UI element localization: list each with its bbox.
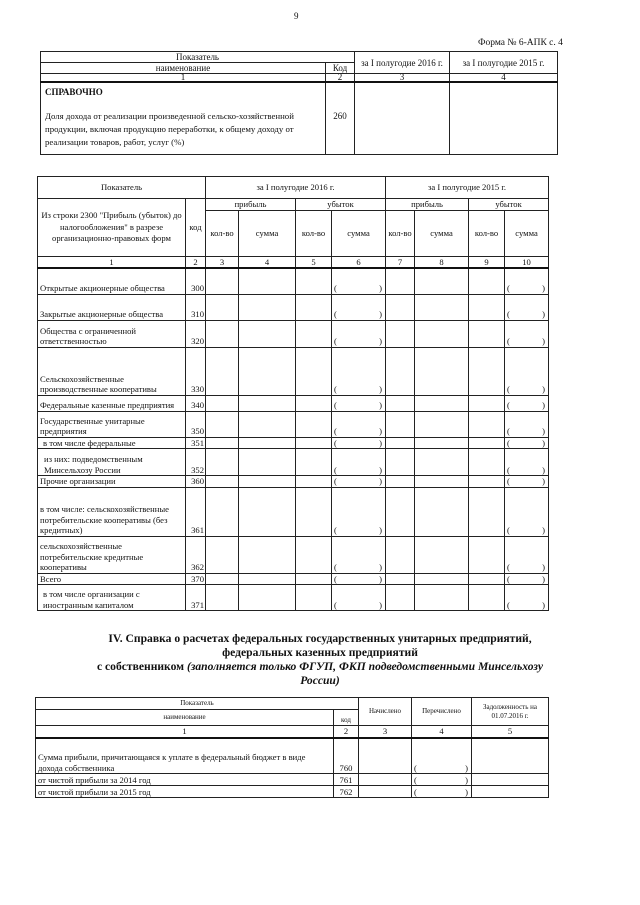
transferred-cell[interactable] [412,738,472,774]
sum-cell[interactable] [415,476,469,488]
indicator-header: Показатель [38,177,206,199]
row-code: 351 [186,437,206,449]
row-code: 300 [186,268,206,294]
row-header: Из строки 2300 "Прибыль (убыток) до налогообложения" в разрезе организационно-правовых форм [38,199,186,257]
table-row [38,320,549,347]
table-row [38,585,549,611]
debt-cell[interactable] [472,774,549,786]
qty-cell[interactable] [469,573,505,585]
transferred-header: Перечислено [412,698,472,726]
sum-cell[interactable] [415,294,469,320]
qty-cell[interactable] [386,437,415,449]
paren-open: ( [334,476,337,486]
qty-cell[interactable] [206,294,239,320]
row-code: 362 [186,536,206,573]
table-row [38,268,549,294]
sum-cell[interactable] [332,536,386,573]
row-code: 370 [186,573,206,585]
row-code: 762 [334,786,359,798]
col-num: 4 [239,256,296,268]
section4-title-line1: IV. Справка о расчетах федеральных государственных унитарных предприятий, [108,632,532,645]
row-code: 350 [186,411,206,437]
qty-cell[interactable] [469,268,505,294]
qty-cell[interactable] [469,320,505,347]
row-code: 760 [334,738,359,774]
debt-cell[interactable] [472,786,549,798]
profit-2015-header: прибыль [386,199,469,211]
qty-header: кол-во [386,210,415,256]
col-num: 2 [186,256,206,268]
col-num: 8 [415,256,469,268]
debt-header: Задолженность на 01.07.2016 г. [472,698,549,726]
sum-cell[interactable] [332,585,386,611]
col-num: 6 [332,256,386,268]
sum-cell[interactable] [239,411,296,437]
owner-settlements-table [35,697,549,798]
code-header: Код [326,63,355,74]
paren-open: ( [507,283,510,293]
col-num: 7 [386,256,415,268]
row-label: Сельскохозяйственные производственные кооперативы [38,347,186,395]
qty-cell[interactable] [469,449,505,476]
col-num: 2 [326,74,355,83]
qty-cell[interactable] [296,395,332,411]
qty-cell[interactable] [206,585,239,611]
sum-cell[interactable] [505,268,549,294]
sum-cell[interactable] [505,536,549,573]
qty-header: кол-во [206,210,239,256]
sum-cell[interactable] [239,437,296,449]
qty-cell[interactable] [386,573,415,585]
paren-close: ) [379,573,383,584]
qty-cell[interactable] [469,395,505,411]
row-code: 360 [186,476,206,488]
qty-header: кол-во [296,210,332,256]
table-row [38,411,549,437]
qty-cell[interactable] [469,294,505,320]
qty-cell[interactable] [296,411,332,437]
value-2016[interactable] [355,82,450,154]
paren-close: ) [465,774,468,785]
paren-open: ( [507,336,510,346]
col-num: 5 [296,256,332,268]
col-num: 3 [359,726,412,738]
paren-close: ) [542,384,546,394]
table-row [38,395,549,411]
sum-cell[interactable] [332,449,386,476]
col-num: 3 [206,256,239,268]
paren-close: ) [542,525,546,535]
paren-close: ) [542,437,546,448]
qty-cell[interactable] [386,395,415,411]
sum-cell[interactable] [332,476,386,488]
paren-open: ( [334,400,337,410]
paren-open: ( [414,762,417,773]
sum-header: сумма [332,210,386,256]
sum-cell[interactable] [239,347,296,395]
sum-cell[interactable] [239,573,296,585]
sum-cell[interactable] [415,449,469,476]
accrued-cell[interactable] [359,786,412,798]
paren-close: ) [379,437,383,448]
sum-cell[interactable] [239,536,296,573]
sum-header: сумма [415,210,469,256]
qty-cell[interactable] [206,536,239,573]
accrued-header: Начислено [359,698,412,726]
sum-cell[interactable] [505,487,549,536]
row-code: 330 [186,347,206,395]
qty-cell[interactable] [386,411,415,437]
row-label: Сумма прибыли, причитающаяся к уплате в федеральный бюджет в виде дохода собственника [36,738,334,774]
paren-open: ( [334,336,337,346]
sum-cell[interactable] [505,320,549,347]
row-label: от чистой прибыли за 2015 год [36,786,334,798]
col-num: 3 [355,74,450,83]
table-row [36,774,549,786]
table-row [38,476,549,488]
paren-open: ( [414,786,417,797]
qty-cell[interactable] [386,449,415,476]
period-2015-header: за I полугодие 2015 г. [386,177,549,199]
qty-cell[interactable] [386,476,415,488]
qty-cell[interactable] [469,476,505,488]
loss-2015-header: убыток [469,199,549,211]
paren-open: ( [507,573,510,584]
paren-close: ) [465,786,468,797]
row-label: сельскохозяйственные потребительские кредитные кооперативы [38,536,186,573]
sum-cell[interactable] [239,449,296,476]
row-label: в том числе федеральные [38,437,186,449]
row-label: от чистой прибыли за 2014 год [36,774,334,786]
row-code: 371 [186,585,206,611]
section4-title-line2: федеральных казенных предприятий [222,646,418,659]
sum-cell[interactable] [415,268,469,294]
col-num: 1 [38,256,186,268]
row-label: Закрытые акционерные общества [38,294,186,320]
paren-close: ) [542,283,546,293]
sum-cell[interactable] [332,347,386,395]
paren-close: ) [379,384,383,394]
indicator-header: Показатель [41,52,355,63]
sum-cell[interactable] [415,347,469,395]
qty-cell[interactable] [206,476,239,488]
sum-cell[interactable] [505,437,549,449]
col-num: 5 [472,726,549,738]
paren-close: ) [379,562,383,572]
paren-close: ) [542,336,546,346]
sum-cell[interactable] [505,395,549,411]
sum-cell[interactable] [415,411,469,437]
row-label: в том числе: сельскохозяйственные потребительские кооперативы (без кредитных) [38,487,186,536]
transferred-cell[interactable] [412,786,472,798]
col-num: 1 [41,74,326,83]
paren-close: ) [542,573,546,584]
sum-cell[interactable] [332,320,386,347]
qty-cell[interactable] [206,395,239,411]
qty-cell[interactable] [386,487,415,536]
paren-open: ( [334,562,337,572]
qty-cell[interactable] [206,487,239,536]
sum-cell[interactable] [239,395,296,411]
qty-header: кол-во [469,210,505,256]
sum-cell[interactable] [332,294,386,320]
sum-cell[interactable] [239,294,296,320]
col-num: 4 [412,726,472,738]
paren-open: ( [507,599,510,610]
paren-open: ( [507,437,510,448]
table-row [38,536,549,573]
qty-cell[interactable] [386,320,415,347]
table-row [38,449,549,476]
period-2016-header: за I полугодие 2016 г. [206,177,386,199]
page-number: 9 [294,11,299,21]
paren-close: ) [542,476,546,486]
table-row [38,347,549,395]
paren-open: ( [334,573,337,584]
section4-title-line3a: с собственником [96,660,185,673]
profit-loss-table [37,176,549,611]
reference-table [40,51,558,155]
row-label: Прочие организации [38,476,186,488]
accrued-cell[interactable] [359,738,412,774]
row-label: Федеральные казенные предприятия [38,395,186,411]
paren-open: ( [507,525,510,535]
qty-cell[interactable] [296,573,332,585]
paren-close: ) [379,426,383,436]
paren-open: ( [334,384,337,394]
qty-cell[interactable] [469,437,505,449]
paren-close: ) [379,599,383,610]
table-row [36,786,549,798]
col-num: 4 [450,74,558,83]
paren-open: ( [334,464,337,475]
table-row [36,738,549,774]
paren-close: ) [542,400,546,410]
code-header: код [186,199,206,257]
row-label: из них: подведомственным Минсельхозу России [38,449,186,476]
name-header: наименование [41,63,326,74]
paren-close: ) [379,525,383,535]
paren-close: ) [542,599,546,610]
paren-open: ( [507,562,510,572]
row-label: Всего [38,573,186,585]
table-row [38,437,549,449]
paren-close: ) [542,309,546,319]
paren-open: ( [507,426,510,436]
qty-cell[interactable] [296,487,332,536]
row-code: 761 [334,774,359,786]
qty-cell[interactable] [296,476,332,488]
col-num: 10 [505,256,549,268]
row-code: 310 [186,294,206,320]
qty-cell[interactable] [296,449,332,476]
qty-cell[interactable] [296,437,332,449]
indicator-header: Показатель [36,698,359,710]
qty-cell[interactable] [296,536,332,573]
row-label: Доля дохода от реализации произведенной сельско-хозяйственной продукции, включая продукцию переработки, к общему доходу от реализации товаров, работ, услуг (%) [45,111,294,147]
paren-close: ) [542,562,546,572]
qty-cell[interactable] [386,268,415,294]
paren-close: ) [542,464,546,475]
qty-cell[interactable] [206,437,239,449]
table-row [38,573,549,585]
sum-header: сумма [505,210,549,256]
sum-cell[interactable] [415,395,469,411]
qty-cell[interactable] [469,536,505,573]
row-code: 260 [326,82,355,154]
qty-cell[interactable] [296,585,332,611]
sum-cell[interactable] [505,476,549,488]
qty-cell[interactable] [469,347,505,395]
paren-close: ) [379,476,383,486]
sum-header: сумма [239,210,296,256]
sum-cell[interactable] [332,573,386,585]
row-code: 361 [186,487,206,536]
paren-close: ) [379,336,383,346]
qty-cell[interactable] [386,347,415,395]
row-code: 320 [186,320,206,347]
table-row [38,294,549,320]
qty-cell[interactable] [469,585,505,611]
paren-close: ) [379,400,383,410]
qty-cell[interactable] [206,573,239,585]
sum-cell[interactable] [505,585,549,611]
qty-cell[interactable] [206,449,239,476]
qty-cell[interactable] [469,411,505,437]
sum-cell[interactable] [415,437,469,449]
table-row [38,487,549,536]
row-label: в том числе организации с иностранным капиталом [38,585,186,611]
paren-open: ( [334,437,337,448]
paren-open: ( [334,426,337,436]
transferred-cell[interactable] [412,774,472,786]
sum-cell[interactable] [239,585,296,611]
sum-cell[interactable] [332,268,386,294]
paren-open: ( [334,283,337,293]
sum-cell[interactable] [239,476,296,488]
qty-cell[interactable] [386,294,415,320]
accrued-cell[interactable] [359,774,412,786]
qty-cell[interactable] [296,347,332,395]
sum-cell[interactable] [239,268,296,294]
sum-cell[interactable] [415,487,469,536]
row-label: Открытые акционерные общества [38,268,186,294]
qty-cell[interactable] [206,268,239,294]
paren-open: ( [334,525,337,535]
name-header: наименование [36,710,334,726]
qty-cell[interactable] [296,268,332,294]
loss-2016-header: убыток [296,199,386,211]
section4-title-line4: России) [300,674,340,687]
paren-open: ( [334,309,337,319]
col-2015-header: за I полугодие 2015 г. [450,52,558,74]
row-label: Общества с ограниченной ответственностью [38,320,186,347]
paren-open: ( [507,464,510,475]
qty-cell[interactable] [386,585,415,611]
sum-cell[interactable] [332,395,386,411]
form-label: Форма № 6-АПК с. 4 [478,38,563,48]
col-num: 2 [334,726,359,738]
qty-cell[interactable] [386,536,415,573]
code-header: код [334,710,359,726]
paren-open: ( [334,599,337,610]
paren-close: ) [379,464,383,475]
sum-cell[interactable] [332,411,386,437]
sum-cell[interactable] [415,573,469,585]
paren-open: ( [507,384,510,394]
paren-close: ) [379,283,383,293]
paren-open: ( [507,476,510,486]
col-2016-header: за I полугодие 2016 г. [355,52,450,74]
sum-cell[interactable] [505,449,549,476]
sum-cell[interactable] [332,487,386,536]
qty-cell[interactable] [296,294,332,320]
sum-cell[interactable] [239,320,296,347]
paren-close: ) [542,426,546,436]
row-label: Государственные унитарные предприятия [38,411,186,437]
qty-cell[interactable] [206,411,239,437]
col-num: 9 [469,256,505,268]
section-title: СПРАВОЧНО [45,87,103,97]
sum-cell[interactable] [415,536,469,573]
row-code: 352 [186,449,206,476]
sum-cell[interactable] [505,294,549,320]
paren-close: ) [465,762,468,773]
paren-open: ( [507,400,510,410]
qty-cell[interactable] [296,320,332,347]
sum-cell[interactable] [505,347,549,395]
profit-2016-header: прибыль [206,199,296,211]
paren-close: ) [379,309,383,319]
paren-open: ( [414,774,417,785]
sum-cell[interactable] [415,320,469,347]
sum-cell[interactable] [239,487,296,536]
sum-cell[interactable] [415,585,469,611]
section4-title-line3b: (заполняется только ФГУП, ФКП подведомственными Минсельхозу [186,660,543,673]
qty-cell[interactable] [206,347,239,395]
value-2015[interactable] [450,82,558,154]
debt-cell[interactable] [472,738,549,774]
qty-cell[interactable] [469,487,505,536]
col-num: 1 [36,726,334,738]
sum-cell[interactable] [505,411,549,437]
sum-cell[interactable] [332,437,386,449]
qty-cell[interactable] [206,320,239,347]
paren-open: ( [507,309,510,319]
row-code: 340 [186,395,206,411]
sum-cell[interactable] [505,573,549,585]
